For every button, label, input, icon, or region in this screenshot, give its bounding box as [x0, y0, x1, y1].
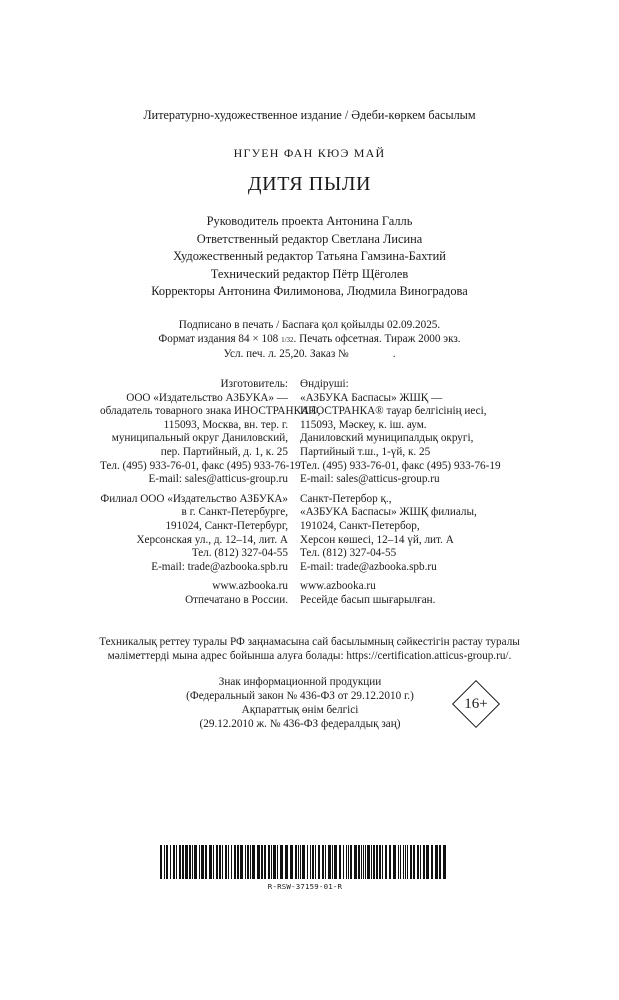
info-mark-line: Ақпараттық өнім белгісі — [241, 704, 359, 716]
format-fraction: 1/32 — [281, 336, 294, 344]
barcode-icon — [160, 845, 450, 879]
manufacturer-block — [100, 378, 321, 487]
age-rating-text: 16+ — [464, 696, 488, 712]
info-mark-line: (29.12.2010 ж. № 436-ФЗ федералдық заң) — [199, 718, 401, 730]
info-line: E-mail: sales@atticus-group.ru — [148, 473, 288, 486]
credit-line: Художественный редактор Татьяна Гамзина-Бахтий — [173, 249, 446, 264]
signed-date: Подписано в печать / Баспаға қол қойылды 02.09.2025. — [178, 319, 441, 331]
info-line: 115093, Москва, вн. тер. г. — [163, 418, 288, 431]
info-line: Херсон көшесі, 12–14 үй, лит. А — [300, 533, 454, 546]
info-line: Өндіруші: — [300, 378, 349, 390]
info-line: «АЗБУКА Баспасы» ЖШҚ филиалы, — [300, 506, 477, 519]
print-sheets: Усл. печ. л. 25,20. Заказ № . — [223, 348, 396, 360]
age-rating-badge — [452, 680, 500, 728]
manufacturer-block — [300, 378, 540, 487]
credit-line: Руководитель проекта Антонина Галль — [206, 214, 413, 228]
credit-line: Технический редактор Пётр Щёголев — [210, 266, 409, 281]
info-line: муниципальный округ Даниловский, — [111, 432, 288, 445]
barcode-label: R-RSW-37159-01-R — [267, 882, 343, 891]
credit-line: Ответственный редактор Светлана Лисина — [196, 231, 423, 246]
info-line: Даниловский муниципалдық округі, — [300, 432, 474, 445]
info-line: E-mail: trade@azbooka.spb.ru — [151, 560, 288, 573]
web-block — [100, 580, 288, 607]
credit-line: Корректоры Антонина Филимонова, Людмила Виноградова — [151, 284, 468, 299]
info-line: «АЗБУКА Баспасы» ЖШҚ — — [300, 391, 443, 404]
info-line: ООО «Издательство АЗБУКА» — — [126, 391, 288, 404]
info-line: E-mail: sales@atticus-group.ru — [300, 473, 440, 486]
info-line: Ресейде басып шығарылған. — [300, 593, 436, 606]
cert-line: Техникалық реттеу туралы РФ заңнамасына сай басылымның сәйкестігін растау туралы — [99, 636, 520, 648]
credits-block — [0, 213, 619, 301]
info-line: Тел. (812) 327-04-55 — [191, 547, 288, 560]
info-line: Санкт-Петербор қ., — [300, 492, 392, 505]
publisher-info-ru — [100, 378, 321, 614]
author-name: НГУЕН ФАН КЮЭ МАЙ — [233, 146, 386, 160]
web-block — [300, 580, 540, 607]
info-product-mark — [150, 675, 450, 731]
info-line: E-mail: trade@azbooka.spb.ru — [300, 560, 437, 573]
info-line: www.azbooka.ru — [300, 580, 376, 593]
series-line: Литературно-художественное издание / Әдеби-көркем басылым — [143, 108, 476, 122]
info-line: 191024, Санкт-Петербор, — [300, 519, 420, 532]
branch-block — [300, 493, 540, 575]
info-line: Тел. (495) 933-76-01, факс (495) 933-76-19 — [100, 459, 301, 472]
imprint-block — [0, 318, 619, 361]
info-line: Филиал ООО «Издательство АЗБУКА» — [100, 492, 288, 505]
certification-note — [0, 635, 619, 663]
info-line: обладатель товарного знака ИНОСТРАНКА®, — [100, 405, 321, 418]
book-title: ДИТЯ ПЫЛИ — [247, 173, 372, 195]
info-line: 191024, Санкт-Петербург, — [165, 519, 288, 532]
cert-line: мәліметтерді мына адрес бойынша алуға болады: https://certification.atticus-group.ru/. — [107, 650, 512, 662]
info-line: в г. Санкт-Петербурге, — [181, 506, 288, 519]
info-line: Тел. (495) 933-76-01, факс (495) 933-76-19 — [300, 459, 501, 472]
info-line: Херсонская ул., д. 12–14, лит. А — [136, 533, 288, 546]
print-format: Формат издания 84 × 108 1/32. Печать офсетная. Тираж 2000 экз. — [158, 333, 461, 345]
info-line: ИНОСТРАНКА® тауар белгісінің иесі, — [300, 405, 487, 418]
info-line: www.azbooka.ru — [212, 580, 288, 593]
info-line: 115093, Мәскеу, к. іш. аум. — [300, 418, 427, 431]
branch-block — [100, 493, 288, 575]
info-line: Отпечатано в России. — [185, 593, 288, 606]
info-mark-line: Знак информационной продукции — [218, 676, 382, 688]
publisher-info-kz — [300, 378, 540, 614]
info-line: Партийный т.ш., 1-үй, к. 25 — [300, 445, 431, 458]
info-mark-line: (Федеральный закон № 436-ФЗ от 29.12.2010 г.) — [186, 690, 414, 702]
info-line: Тел. (812) 327-04-55 — [300, 547, 397, 560]
info-line: Изготовитель: — [220, 378, 288, 390]
info-line: пер. Партийный, д. 1, к. 25 — [160, 445, 288, 458]
